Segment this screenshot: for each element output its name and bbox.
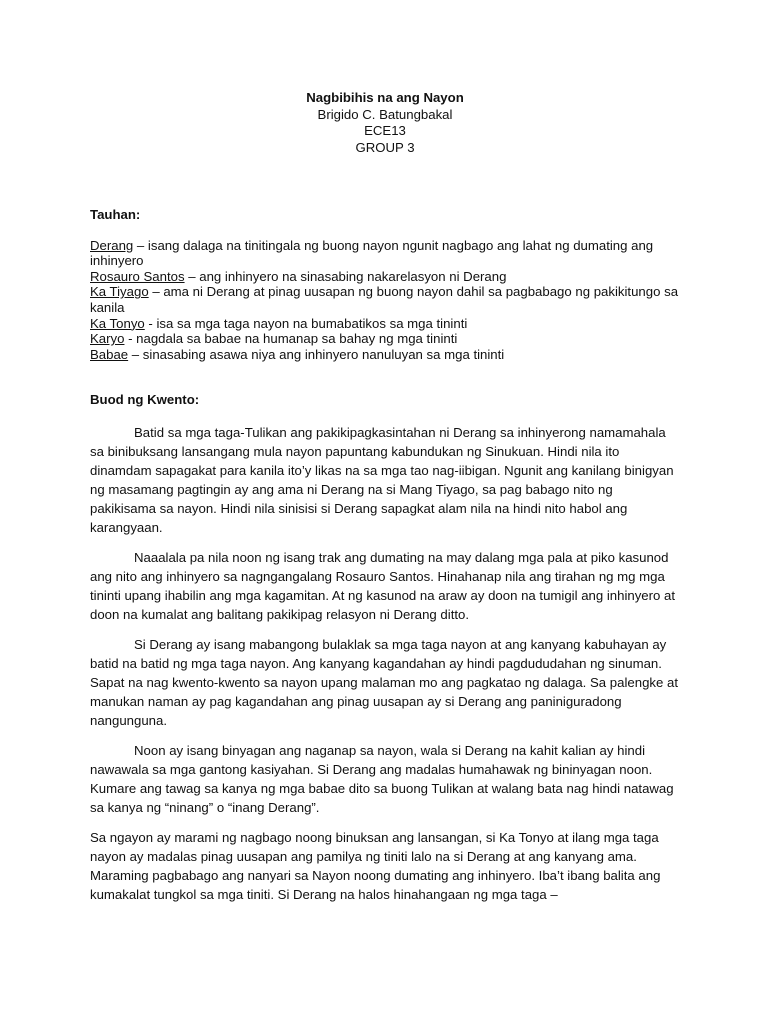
tauhan-heading: Tauhan: [90,207,141,222]
character-name: Babae [90,346,129,362]
summary-paragraph: Batid sa mga taga-Tulikan ang pakikipagkasintahan ni Derang sa inhinyerong namamahala sa binibuksang lansangang mula nayon papuntang kabundukan ng Sinukuan. Hindi nila ito dinamdam sapagakat para kanila ito’y likas na sa mga tao nag-iibigan. Ngunit ang kanilang binigyan ng masamang pagtingin ay ang ama ni Derang na si Mang Tiyago, sa pag babago nito ng pakikisama sa nayon. Hindi nila sinisisi si Derang sapagkat alam nila na hindi nito habol ang karangyaan. [90,424,674,535]
character-entry [90,238,680,269]
character-description: - isa sa mga taga nayon na bumabatikos sa mga tininti [144,315,468,331]
character-entry [90,269,680,285]
character-list [90,238,680,363]
title-block [90,90,680,156]
summary-paragraph: Si Derang ay isang mabangong bulaklak sa mga taga nayon at ang kanyang kabuhayan ay batid na batid ng mga taga nayon. Ang kanyang kagandahan ay hindi pagdududahan ng sinuman. Sapat na nag kwento-kwento sa nayon upang malaman mo ang pagkatao ng dalaga. Sa palengke at manukan naman ay pag kagandahan ang pinag uusapan ay si Derang ang paniniguradong nangunguna. [90,636,678,728]
buod-heading: Buod ng Kwento: [90,392,200,408]
character-name: Karyo [90,331,125,347]
course-code: ECE13 [364,123,406,138]
character-name: Rosauro Santos [90,268,185,284]
story-title: Nagbibihis na ang Nayon [306,90,464,105]
character-entry [90,347,680,363]
summary-paragraph: Sa ngayon ay marami ng nagbago noong binuksan ang lansangan, si Ka Tonyo at ilang mga taga nayon ay madalas pinag uusapan ang pamilya ng tiniti lalo na si Derang at ang kanyang ama. Maraming pagbabago ang nanyari sa Nayon noong dumating ang inhinyero. Iba’t ibang balita ang kumakalat tungkol sa mga tiniti. Si Derang na halos hinahangaan ng mga taga – [90,829,661,902]
character-description: – sinasabing asawa niya ang inhinyero nanuluyan sa mga tininti [128,346,505,362]
character-name: Ka Tonyo [90,315,145,331]
character-entry [90,284,680,315]
author-name: Brigido C. Batungbakal [317,106,453,122]
character-name: Ka Tiyago [90,284,149,300]
character-entry [90,316,680,332]
group-label: GROUP 3 [355,139,415,155]
summary-paragraph: Noon ay isang binyagan ang naganap sa nayon, wala si Derang na kahit kalian ay hindi nawawala sa mga gantong kasiyahan. Si Derang ang madalas humahawak ng bininyagan noon. Kumare ang tawag sa kanya ng mga babae dito sa buong Tulikan at walang bata nag hindi natawag sa kanya ng “ninang” o “inang Derang”. [90,742,674,815]
story-summary [90,423,680,904]
character-description: – ang inhinyero na sinasabing nakarelasyon ni Derang [184,268,507,284]
summary-paragraph: Naaalala pa nila noon ng isang trak ang dumating na may dalang mga pala at piko kasunod ang nito ang inhinyero sa nagngangalang Rosauro Santos. Hinahanap nila ang tirahan ng mg mga tininti upang ihabilin ang mga kagamitan. At ng kasunod na araw ay doon na tumigil ang inhinyero at doon na kumalat ang balitang pakikipag relasyon ni Derang ditto. [90,549,676,622]
character-entry [90,331,680,347]
character-description: – ama ni Derang at pinag uusapan ng buong nayon dahil sa pagbabago ng pakikitungo sa kanila [90,284,679,315]
character-name: Derang [90,237,134,253]
character-description: - nagdala sa babae na humanap sa bahay ng mga tininti [124,331,458,347]
character-description: – isang dalaga na tinitingala ng buong nayon ngunit nagbago ang lahat ng dumating ang inhinyero [90,237,654,269]
